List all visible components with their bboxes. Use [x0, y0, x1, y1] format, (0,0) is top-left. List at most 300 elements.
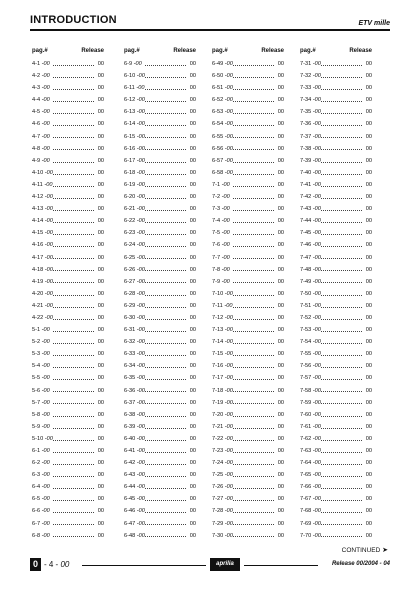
leader-dots [53, 101, 94, 102]
page-number-cell: 7-28 [212, 508, 224, 515]
page-release-suffix: -00 [224, 387, 233, 394]
page-id [212, 300, 232, 312]
release-cell: 00 [365, 423, 372, 430]
page-release-suffix: -00 [44, 169, 53, 176]
leader-dots [145, 174, 186, 175]
leader-dots [145, 113, 186, 114]
page-id [32, 372, 50, 384]
page-title: INTRODUCTION [30, 14, 117, 26]
release-cell: 00 [365, 145, 372, 152]
page-release-suffix: -00 [41, 327, 50, 334]
page-id [212, 118, 233, 130]
page-release-suffix: -00 [224, 61, 233, 67]
page-id [300, 385, 321, 397]
table-row [298, 106, 372, 118]
page-release-suffix: -00 [312, 133, 321, 140]
page-release-suffix: -00 [41, 508, 50, 515]
page-id [300, 457, 321, 469]
leader-dots [145, 343, 186, 344]
page-release-suffix: -00 [312, 85, 321, 92]
release-cell: 00 [97, 145, 104, 152]
release-cell: 00 [277, 278, 284, 285]
page-id [32, 481, 50, 493]
page-release-suffix: -00 [312, 363, 321, 370]
page-release-suffix: -00 [312, 254, 321, 261]
table-row [122, 312, 196, 324]
page-id [124, 518, 145, 530]
page-id [300, 276, 321, 288]
table-row [122, 239, 196, 251]
leader-dots [53, 391, 94, 392]
table-row [122, 131, 196, 143]
page-number-cell: 4-5 [32, 109, 41, 116]
page-release-suffix: -00 [44, 302, 53, 309]
leader-dots [145, 355, 186, 356]
page-release-suffix: -00 [312, 460, 321, 467]
table-row [210, 191, 284, 203]
release-cell: 00 [365, 351, 372, 358]
release-cell: 00 [277, 97, 284, 104]
table-row [122, 227, 196, 239]
page-id [32, 469, 50, 481]
page-release-suffix: -00 [221, 278, 230, 285]
page-id [300, 143, 321, 155]
page-id [300, 421, 321, 433]
page-release-suffix: -00 [312, 109, 321, 116]
page-id [32, 82, 50, 94]
page-release-suffix: -00 [224, 532, 233, 539]
page-release-suffix: -00 [136, 327, 145, 334]
release-cell: 00 [365, 435, 372, 442]
release-cell: 00 [189, 218, 196, 225]
column-2 [122, 48, 196, 542]
page-release-suffix: -00 [312, 496, 321, 503]
page-release-suffix: -00 [44, 278, 53, 285]
leader-dots [321, 282, 362, 283]
page-number-cell: 6-16 [124, 145, 136, 152]
table-row [298, 469, 372, 481]
page-id [124, 215, 145, 227]
leader-dots [321, 295, 362, 296]
release-cell: 00 [97, 484, 104, 491]
leader-dots [53, 186, 94, 187]
page-id [212, 445, 233, 457]
page-id [32, 215, 53, 227]
page-id [212, 493, 233, 505]
release-cell: 00 [97, 121, 104, 128]
table-row [298, 82, 372, 94]
leader-dots [321, 210, 362, 211]
leader-dots [145, 512, 186, 513]
table-row [298, 493, 372, 505]
release-cell: 00 [277, 448, 284, 454]
page-number-cell: 6-49 [212, 61, 224, 67]
table-row [210, 433, 284, 445]
page-release-suffix: -00 [41, 472, 50, 479]
page-id [124, 360, 145, 372]
page-number-cell: 7-22 [212, 435, 224, 442]
release-cell: 00 [97, 435, 104, 442]
page-number-cell: 4-7 [32, 133, 41, 140]
page-release-suffix: -00 [312, 242, 321, 249]
leader-dots [145, 391, 186, 392]
leader-dots [233, 319, 274, 320]
page-release-suffix: -00 [41, 351, 50, 358]
column-4 [298, 48, 372, 542]
release-cell: 00 [365, 254, 372, 261]
release-cell: 00 [189, 61, 196, 67]
page-id [212, 252, 230, 264]
release-cell: 00 [365, 302, 372, 309]
table-row [122, 264, 196, 276]
leader-dots [321, 343, 362, 344]
page-id [212, 433, 233, 445]
page-number-cell: 7-39 [300, 157, 312, 164]
page-release-suffix: -00 [312, 423, 321, 430]
leader-dots [233, 367, 274, 368]
leader-dots [321, 440, 362, 441]
page-id [124, 118, 145, 130]
page-number-cell: 4-3 [32, 85, 41, 92]
page-id [300, 300, 321, 312]
page-release-suffix: -00 [41, 448, 50, 454]
page-id [300, 445, 321, 457]
page-release-suffix: -00 [44, 266, 53, 273]
page-release-suffix: -00 [136, 302, 145, 309]
release-cell: 00 [189, 460, 196, 467]
page-id [212, 143, 233, 155]
release-cell: 00 [189, 266, 196, 273]
release-cell: 00 [189, 339, 196, 346]
leader-dots [233, 512, 274, 513]
release-cell: 00 [277, 218, 284, 225]
page-number-cell: 6-28 [124, 290, 136, 297]
page-id [212, 481, 233, 493]
release-cell: 00 [189, 302, 196, 309]
page-number-cell: 7-8 [212, 266, 221, 273]
page-number-cell: 4-17 [32, 254, 44, 261]
leader-dots [233, 174, 274, 175]
page-id [212, 167, 233, 179]
release-cell: 00 [365, 411, 372, 418]
release-cell: 00 [189, 496, 196, 503]
table-row [30, 239, 104, 251]
table-row [30, 324, 104, 336]
leader-dots [53, 113, 94, 114]
page-number-cell: 6-25 [124, 254, 136, 261]
page-id [124, 530, 145, 542]
table-row [298, 409, 372, 421]
release-cell: 00 [365, 508, 372, 515]
release-cell: 00 [365, 520, 372, 527]
page-number-cell: 4-16 [32, 242, 44, 249]
release-cell: 00 [365, 496, 372, 503]
table-row [30, 505, 104, 517]
page-release-suffix: -00 [224, 327, 233, 334]
release-cell: 00 [365, 339, 372, 346]
table-row [298, 203, 372, 215]
leader-dots [53, 149, 94, 150]
leader-dots [321, 391, 362, 392]
page-id [32, 106, 50, 118]
page-number-cell: 6-32 [124, 339, 136, 346]
release-cell: 00 [97, 387, 104, 394]
page-number-release: 00 [60, 560, 70, 569]
table-row [210, 336, 284, 348]
release-cell: 00 [97, 314, 104, 321]
page-number-cell: 6-44 [124, 484, 136, 491]
release-cell: 00 [189, 387, 196, 394]
page-release-suffix: -00 [44, 181, 53, 188]
page-number-cell: 7-54 [300, 339, 312, 346]
page-id [300, 288, 321, 300]
page-number-cell: 7-63 [300, 448, 312, 454]
table-row [30, 276, 104, 288]
page-number-cell: 5-1 [32, 327, 41, 334]
release-cell: 00 [97, 230, 104, 237]
page-release-suffix: -00 [224, 399, 233, 406]
leader-dots [321, 428, 362, 429]
page-number-cell: 6-31 [124, 327, 136, 334]
release-cell: 00 [189, 97, 196, 104]
page-id [32, 409, 50, 421]
leader-dots [53, 137, 94, 138]
page-number [44, 560, 69, 569]
leader-dots [53, 355, 94, 356]
table-row [298, 94, 372, 106]
page-release-suffix: -00 [41, 73, 50, 80]
release-cell: 00 [97, 351, 104, 358]
table-row [298, 191, 372, 203]
leader-dots [233, 77, 274, 78]
release-cell: 00 [365, 109, 372, 116]
release-cell: 00 [277, 351, 284, 358]
page-release-suffix: -00 [312, 351, 321, 358]
page-id [300, 191, 321, 203]
leader-dots [233, 295, 274, 296]
leader-dots [321, 536, 362, 537]
page-id [32, 264, 53, 276]
release-cell: 00 [189, 508, 196, 515]
page-release-suffix: -00 [224, 472, 233, 479]
release-cell: 00 [277, 399, 284, 406]
release-cell: 00 [365, 206, 372, 213]
release-info: Release 00/2004 - 04 [331, 561, 390, 567]
leader-dots [321, 149, 362, 150]
page-release-suffix: -00 [312, 339, 321, 346]
page-release-suffix: -00 [41, 423, 50, 430]
page-release-suffix: -00 [44, 194, 53, 201]
release-cell: 00 [97, 460, 104, 467]
page-release-suffix: -00 [312, 484, 321, 491]
table-row [298, 131, 372, 143]
leader-dots [145, 440, 186, 441]
page-release-suffix: -00 [224, 496, 233, 503]
page-id [32, 94, 50, 106]
page-number-cell: 6-46 [124, 508, 136, 515]
page-number-cell: 6-9 [124, 61, 133, 67]
page-release-suffix: -00 [224, 520, 233, 527]
table-row [210, 143, 284, 155]
page-release-suffix: -00 [221, 194, 230, 201]
page-release-suffix: -00 [312, 218, 321, 225]
page-release-suffix: -00 [136, 448, 145, 454]
page-number-cell: 6-15 [124, 133, 136, 140]
table-row [122, 252, 196, 264]
aprilia-logo: aprilia [210, 558, 240, 571]
page-id [300, 336, 321, 348]
page-release-suffix: -00 [41, 375, 50, 382]
leader-dots [145, 307, 186, 308]
leader-dots [53, 282, 94, 283]
table-row [122, 203, 196, 215]
release-cell: 00 [277, 532, 284, 539]
page-number-cell: 7-61 [300, 423, 312, 430]
page-release-suffix: -00 [312, 145, 321, 152]
page-id [300, 469, 321, 481]
table-row [122, 372, 196, 384]
table-row [30, 433, 104, 445]
page-number-cell: 4-8 [32, 145, 41, 152]
page-id [124, 70, 145, 82]
release-cell: 00 [97, 532, 104, 539]
page-release-suffix: -00 [136, 194, 145, 201]
table-row [122, 300, 196, 312]
page-id [124, 336, 145, 348]
page-number-cell: 6-26 [124, 266, 136, 273]
page-number-cell: 7-25 [212, 472, 224, 479]
table-row [30, 348, 104, 360]
release-cell: 00 [189, 290, 196, 297]
leader-dots [53, 65, 94, 66]
release-cell: 00 [277, 181, 284, 188]
page-number-cell: 7-12 [212, 314, 224, 321]
leader-dots [321, 403, 362, 404]
leader-dots [321, 379, 362, 380]
page-id [32, 348, 50, 360]
table-row [298, 336, 372, 348]
page-number-cell: 4-6 [32, 121, 41, 128]
page-release-suffix: -00 [41, 484, 50, 491]
page-release-suffix: -00 [312, 266, 321, 273]
leader-dots [233, 101, 274, 102]
table-row [210, 469, 284, 481]
table-row [122, 348, 196, 360]
page-number-cell: 4-18 [32, 266, 44, 273]
page-release-suffix: -00 [224, 302, 233, 309]
leader-dots [53, 476, 94, 477]
table-row [298, 155, 372, 167]
table-row [210, 203, 284, 215]
leader-dots [233, 355, 274, 356]
page-id [124, 457, 145, 469]
release-cell: 00 [189, 121, 196, 128]
leader-dots [53, 246, 94, 247]
page-release-suffix: -00 [224, 145, 233, 152]
leader-dots [53, 367, 94, 368]
release-cell: 00 [97, 411, 104, 418]
leader-dots [233, 149, 274, 150]
page-id [32, 360, 50, 372]
release-cell: 00 [365, 85, 372, 92]
page-id [212, 385, 233, 397]
page-number-cell: 6-43 [124, 472, 136, 479]
table-row [210, 94, 284, 106]
page-number-cell: 7-19 [212, 399, 224, 406]
page-number-cell: 6-24 [124, 242, 136, 249]
release-cell: 00 [365, 278, 372, 285]
page-id [300, 58, 321, 70]
table-row [122, 481, 196, 493]
page-id [212, 409, 233, 421]
table-row [210, 155, 284, 167]
page-id [212, 372, 233, 384]
page-id [32, 530, 50, 542]
page-release-suffix: -00 [224, 339, 233, 346]
leader-dots [233, 343, 274, 344]
table-row [210, 481, 284, 493]
leader-dots [233, 403, 274, 404]
table-row [122, 360, 196, 372]
leader-dots [233, 391, 274, 392]
table-row [210, 288, 284, 300]
page-number-cell: 6-14 [124, 121, 136, 128]
page-number-cell: 7-33 [300, 85, 312, 92]
page-release-suffix: -00 [136, 169, 145, 176]
table-row [298, 179, 372, 191]
page-release-suffix: -00 [136, 484, 145, 491]
leader-dots [145, 222, 186, 223]
leader-dots [145, 464, 186, 465]
page-release-suffix: -00 [221, 242, 230, 249]
page-release-suffix: -00 [224, 85, 233, 92]
release-cell: 00 [277, 460, 284, 467]
release-column-label: Release [173, 48, 196, 54]
page-number-cell: 7-24 [212, 460, 224, 467]
page-id [124, 481, 145, 493]
leader-dots [53, 222, 94, 223]
page-id [124, 155, 145, 167]
release-cell: 00 [97, 375, 104, 382]
page-release-suffix: -00 [136, 314, 145, 321]
release-cell: 00 [97, 218, 104, 225]
release-column-label: Release [261, 48, 284, 54]
table-row [210, 215, 284, 227]
table-row [210, 252, 284, 264]
release-cell: 00 [97, 520, 104, 527]
release-cell: 00 [189, 194, 196, 201]
page-column-label: pag.# [32, 48, 48, 54]
page-id [32, 505, 50, 517]
release-cell: 00 [277, 157, 284, 164]
leader-dots [233, 464, 274, 465]
page-id [124, 409, 145, 421]
page-id [124, 493, 145, 505]
page-number-cell: 6-37 [124, 399, 136, 406]
leader-dots [321, 77, 362, 78]
page-id [212, 505, 233, 517]
page-id [212, 239, 230, 251]
page-release-suffix: -00 [136, 496, 145, 503]
table-row [210, 457, 284, 469]
leader-dots [321, 137, 362, 138]
page-number-cell: 6-42 [124, 460, 136, 467]
page-id [300, 155, 321, 167]
page-id [32, 312, 53, 324]
table-row [298, 360, 372, 372]
table-row [30, 288, 104, 300]
page-number-cell: 7-6 [212, 242, 221, 249]
